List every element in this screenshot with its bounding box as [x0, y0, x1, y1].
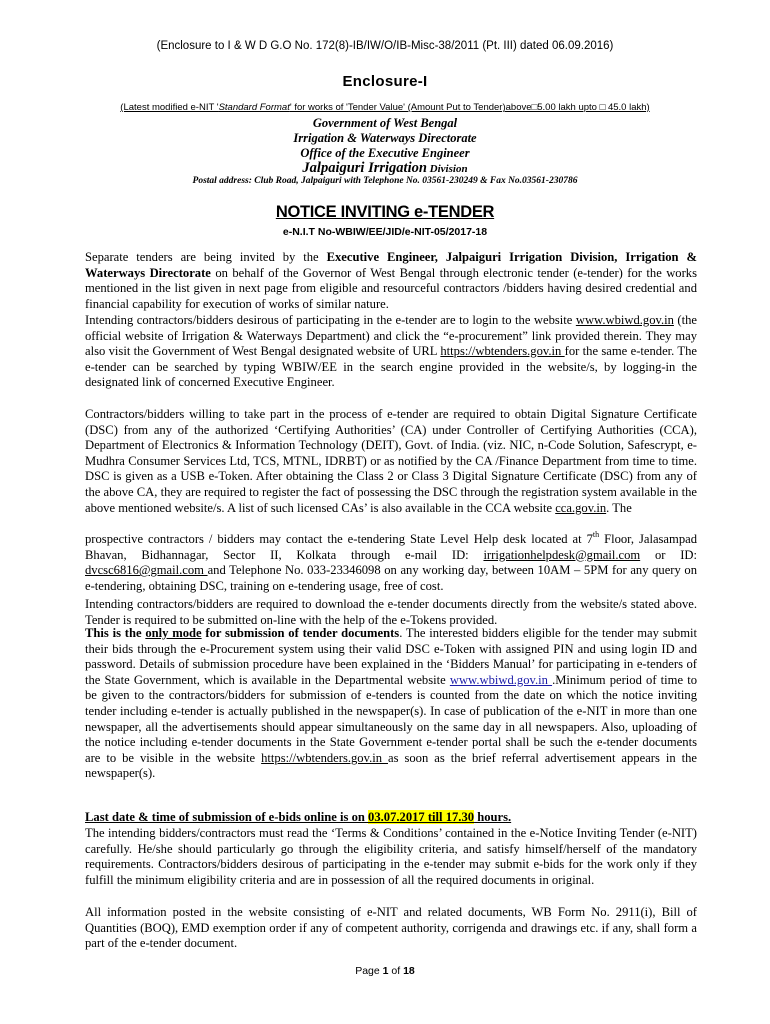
text: for the same e-tender. The e-tender can be searched by typing WBIW/EE in the search engine provided in the website/s, by logging-in the designated link of concerned Executive Engineer.: [85, 344, 697, 390]
body-paragraph-2: [85, 313, 697, 391]
body-paragraph-6: [85, 626, 697, 782]
text: prospective contractors / bidders may contact the e-tendering State Level Help desk located at 7: [85, 532, 593, 546]
text-bold: Executive Engineer, Jalpaiguri Irrigation Division, Irrigation & Waterways Directorate: [85, 250, 697, 280]
enclosure-reference: (Enclosure to I & W D G.O No. 172(8)-IB/IW/O/IB-Misc-38/2011 (Pt. III) dated 06.09.2016): [156, 40, 614, 52]
body-paragraph-8: [85, 826, 697, 888]
text: (the official website of Irrigation & Waterways Department) and click the “e-procurement” link provided therein. They may also visit the Government of West Bengal designated website of URL: [85, 313, 697, 359]
division-name: Jalpaiguri Irrigation: [302, 160, 427, 176]
enclosure-subtitle: [0, 102, 770, 113]
text: Floor, Jalasampad Bhavan, Bidhannagar, Sector II, Kolkata through e-mail ID:: [85, 532, 698, 562]
deadline-label: Last date & time of submission of e-bids online is on: [85, 810, 369, 824]
text-bold: This is the: [85, 626, 146, 640]
body-paragraph-3: [85, 407, 697, 516]
notice-title: NOTICE INVITING e-TENDER: [275, 203, 495, 221]
text: Intending contractors/bidders desirous of participating in the e-tender are to login to the website: [85, 313, 576, 327]
text: on behalf of the Governor of West Bengal through electronic tender (e-tender) for the works mentioned in the list given in next page from eligible and resourceful contractors /bidders having desired credential and financial capability for execution of works of similar nature.: [85, 265, 697, 311]
postal-address: Postal address: Club Road, Jalpaiguri with Telephone No. 03561-230249 & Fax No.03561-230786: [192, 176, 578, 186]
text: Separate tenders are being invited by the: [85, 250, 327, 264]
link-dvcsc-email[interactable]: dvcsc6816@gmail.com: [85, 563, 208, 578]
page-total: 18: [403, 965, 415, 977]
subtitle-italic: Standard Format: [218, 102, 290, 113]
body-paragraph-4: [85, 532, 697, 594]
text: as soon as the brief referral advertisement appears in the newspaper(s).: [85, 750, 698, 781]
text: or ID:: [640, 547, 697, 562]
text: . The interested bidders eligible for the tender may submit their bids through the e-Procurement system using their valid DSC e-Token with assigned PIN and using login ID and password. Details of submission procedure have been explained in the ‘Bidders Manual’ for participating in e-tenders of the State Government, which is available in the Departmental website: [85, 626, 698, 687]
page-footer: [0, 965, 770, 977]
link-helpdesk-email[interactable]: irrigationhelpdesk@gmail.com: [483, 547, 641, 562]
subtitle-part: (Latest modified e-NIT ': [120, 102, 219, 113]
division-suffix: Division: [426, 163, 468, 175]
page-number: 1: [382, 965, 389, 977]
org-division: [0, 160, 770, 177]
footer-text: of: [388, 965, 404, 977]
link-wbiwd-2[interactable]: www.wbiwd.gov.in: [449, 672, 553, 687]
text: . The: [606, 500, 632, 515]
enclosure-title: Enclosure-I: [342, 73, 428, 90]
body-paragraph-5: [85, 597, 697, 628]
body-paragraph-9: [85, 905, 697, 952]
link-wbtenders-2[interactable]: https://wbtenders.gov.in: [261, 750, 388, 765]
deadline-date-highlight: 03.07.2017 till 17.30: [368, 810, 475, 824]
text: Intending contractors/bidders are required to download the e-tender documents directly from the website/s stated above. Tender is required to be submitted on-line with the help of the e-Tokens provided.: [85, 597, 697, 627]
text: and Telephone No. 033-23346098 on any working day, between 10AM – 5PM for any query on e-tendering, obtaining DSC, training on e-tendering usage, free of cost.: [85, 563, 697, 593]
subtitle-part: ' for works of 'Tender Value' (Amount Put to Tender)above□5.00 lakh upto □ 45.0 lakh): [289, 102, 650, 113]
deadline-suffix: hours.: [474, 810, 512, 824]
org-government: Government of West Bengal: [312, 116, 458, 130]
body-paragraph-1: [85, 250, 697, 312]
text: Contractors/bidders willing to take part in the process of e-tender are required to obtain Digital Signature Certificate (DSC) from any of the authorized ‘Certifying Authorities’ (CA) under Controller of Certifying Authorities (CCA), Department of Electronics & Information Technology (DEIT), Govt. of India. (viz. NIC, n-Code Solution, Safescrypt, e-Mudhra Consumer Services Ltd, TCS, MTNL, IDRBT) or as notified by the CA /Finance Department from time to time. DSC is given as a USB e-Token. After obtaining the Class 2 or Class 3 Digital Signature Certificate (DSC) from any of the above CA, they are required to register the fact of possessing the DSC through the registration system available in the above mentioned website/s. A list of such licensed CAs’ is also available in the CCA website: [85, 407, 697, 515]
body-paragraph-7: [85, 810, 697, 826]
link-cca[interactable]: cca.gov.in: [555, 500, 607, 515]
text: .Minimum period of time to be given to the contractors/bidders for submission of e-tenders is counted from the date on which the notice inviting tender including e-tender is actually published in the newspaper(s). In case of publication of the e-NIT in more than one newspaper, all the advertisements should appear simultaneously on the same day in all newspapers. Also, uploading of the notice including e-tender documents in the State Government e-tender portal shall be such the e-tender documents are to be visible in the website: [85, 672, 697, 765]
text: The intending bidders/contractors must read the ‘Terms & Conditions’ contained in the e-Notice Inviting Tender (e-NIT) carefully. He/she should particularly go through the eligibility criteria, and satisfy himself/herself of the mandatory requirements. Contractors/bidders desirous of participating in the e-tender may submit e-bids for the work only if they fulfill the minimum eligibility criteria and are in possession of all the required documents in original.: [85, 826, 697, 887]
org-directorate: Irrigation & Waterways Directorate: [293, 131, 477, 145]
nit-number: e-N.I.T No-WBIW/EE/JID/e-NIT-05/2017-18: [282, 226, 488, 238]
text-bold: for submission of tender documents: [201, 626, 400, 640]
footer-text: Page: [355, 965, 383, 977]
link-wbtenders[interactable]: https://wbtenders.gov.in: [440, 344, 565, 359]
link-wbiwd[interactable]: www.wbiwd.gov.in: [575, 313, 674, 327]
text: All information posted in the website consisting of e-NIT and related documents, WB Form No. 2911(i), Bill of Quantities (BOQ), EMD exemption order if any of competent authority, corrigenda and drawings etc. if any, shall form a part of the e-tender document.: [85, 905, 697, 951]
org-office: Office of the Executive Engineer: [300, 146, 470, 160]
text-bold-underlined: only mode: [145, 626, 202, 640]
superscript: th: [592, 530, 600, 539]
